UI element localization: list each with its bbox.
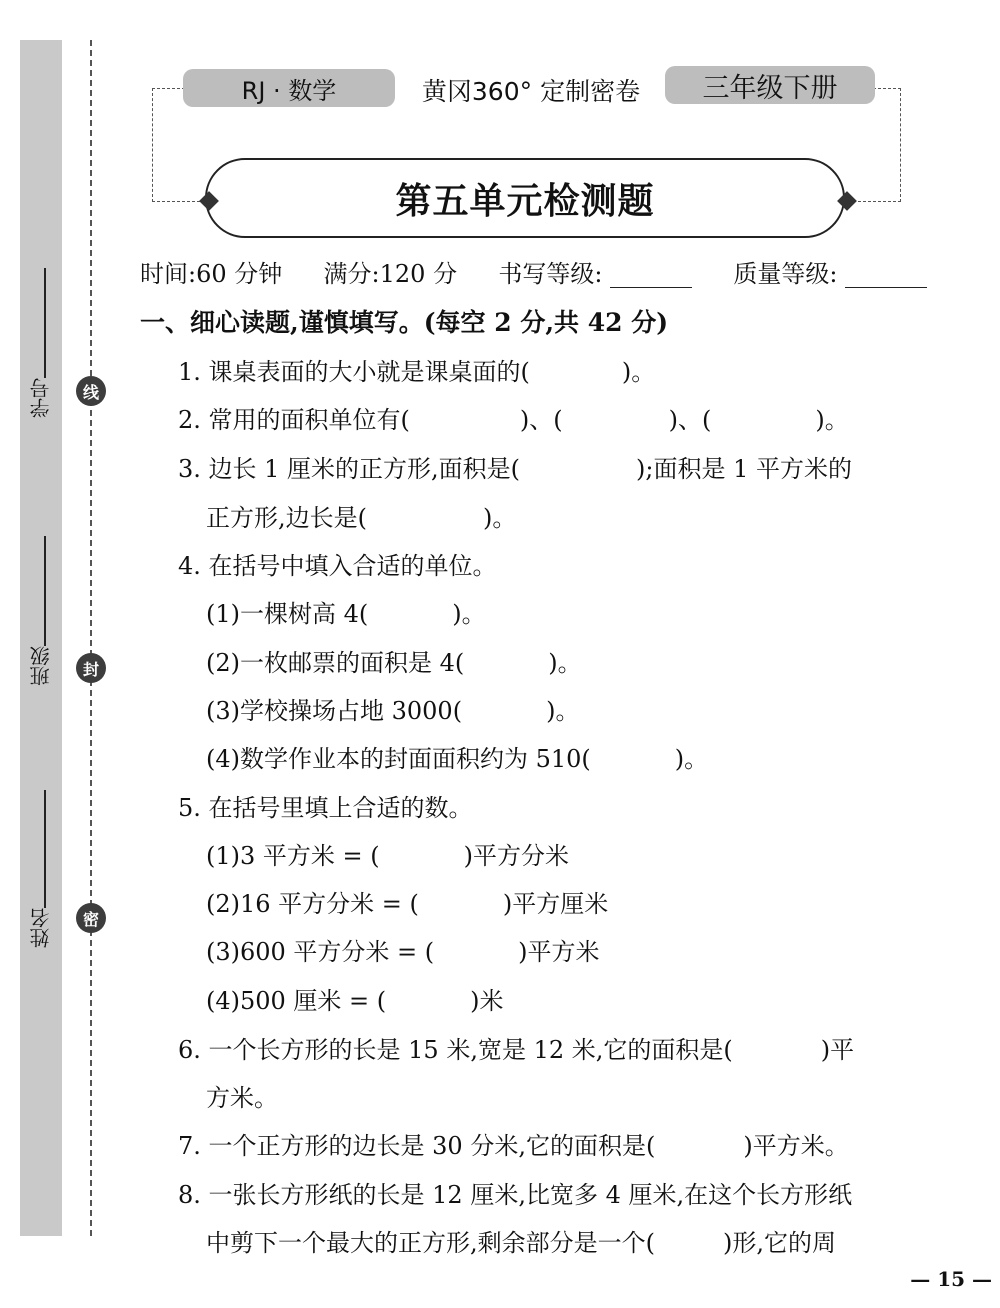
name-field	[26, 790, 70, 948]
q4-3-end: )。	[546, 697, 580, 725]
page-title: 第五单元检测题	[205, 158, 845, 238]
q3-text-2: 正方形,边长是(	[206, 504, 367, 532]
q8-text: 中剪下一个最大的正方形,剩余部分是一个(	[206, 1229, 655, 1257]
section-heading: 一、细心读题,谨慎填写。(每空 2 分,共 42 分)	[140, 308, 669, 337]
question-4-2	[206, 643, 582, 678]
question-3-line-2	[206, 498, 516, 533]
q4-1-text: (1)一棵树高 4(	[206, 600, 369, 628]
student-id-field	[26, 268, 70, 418]
class-blank	[44, 536, 46, 646]
name-blank	[44, 790, 46, 908]
cut-line	[90, 40, 92, 1236]
q5-1-text: (1)3 平方米 = (	[206, 842, 380, 870]
quality-grade-blank[interactable]	[845, 263, 927, 288]
question-2	[178, 400, 849, 435]
exam-time: 时间:60 分钟	[140, 260, 283, 288]
full-score: 满分:120 分	[323, 260, 458, 288]
question-8-line-1: 8. 一张长方形纸的长是 12 厘米,比宽多 4 厘米,在这个长方形纸	[178, 1181, 853, 1209]
header-frame-right	[848, 88, 901, 202]
student-id-label: 学号	[29, 378, 53, 418]
question-7	[178, 1126, 849, 1161]
q4-2-end: )。	[548, 649, 582, 677]
q5-1-unit: )平方分米	[463, 842, 569, 870]
question-5-3	[206, 932, 600, 967]
q2-end: )。	[815, 406, 849, 434]
q5-3-text: (3)600 平方分米 = (	[206, 938, 435, 966]
question-4-3	[206, 691, 579, 726]
question-8-line-2	[206, 1223, 836, 1258]
q4-4-text: (4)数学作业本的封面面积约为 510(	[206, 745, 591, 773]
seal-xian: 线	[76, 376, 106, 406]
question-5-1	[206, 836, 569, 871]
q5-3-unit: )平方米	[518, 938, 600, 966]
question-3-line-1	[178, 449, 852, 484]
q5-4-unit: )米	[470, 987, 504, 1015]
question-6-line-2: 方米。	[206, 1084, 278, 1112]
grade-tag: 三年级下册	[665, 66, 875, 104]
q2-sep-1: )、(	[519, 406, 563, 434]
q5-2-text: (2)16 平方分米 = (	[206, 890, 419, 918]
q2-text: 2. 常用的面积单位有(	[178, 406, 410, 434]
question-5: 5. 在括号里填上合适的数。	[178, 794, 473, 822]
q8-end: )形,它的周	[723, 1229, 836, 1257]
q5-4-text: (4)500 厘米 = (	[206, 987, 387, 1015]
q4-1-end: )。	[452, 600, 486, 628]
class-field	[26, 536, 70, 686]
page-number: — 15 —	[910, 1267, 992, 1291]
question-4-4	[206, 739, 708, 774]
q3-mid: );面积是 1 平方米的	[636, 455, 853, 483]
q1-text: 1. 课桌表面的大小就是课桌面的(	[178, 358, 530, 386]
question-5-2	[206, 884, 608, 919]
name-label: 姓名	[29, 908, 53, 948]
class-label: 班级	[29, 646, 53, 686]
q5-2-unit: )平方厘米	[502, 890, 609, 918]
writing-grade-label: 书写等级:	[498, 260, 603, 288]
question-4: 4. 在括号中填入合适的单位。	[178, 552, 497, 580]
q3-end: )。	[483, 504, 517, 532]
q2-sep-2: )、(	[668, 406, 712, 434]
question-4-1	[206, 594, 486, 629]
q4-3-text: (3)学校操场占地 3000(	[206, 697, 463, 725]
seal-mi: 密	[76, 903, 106, 933]
student-id-blank	[44, 268, 46, 378]
question-5-4	[206, 981, 504, 1016]
series-title: 黄冈360° 定制密卷	[421, 77, 641, 106]
writing-grade-blank[interactable]	[610, 263, 692, 288]
question-1	[178, 352, 655, 387]
question-6-line-1	[178, 1030, 854, 1065]
q3-text: 3. 边长 1 厘米的正方形,面积是(	[178, 455, 521, 483]
q4-2-text: (2)一枚邮票的面积是 4(	[206, 649, 465, 677]
q1-end: )。	[621, 358, 656, 386]
q7-unit: )平方米。	[743, 1132, 849, 1160]
seal-feng: 封	[76, 653, 106, 683]
q4-4-end: )。	[674, 745, 709, 773]
subject-tag: RJ · 数学	[183, 69, 395, 107]
q6-unit: )平	[820, 1036, 855, 1064]
q7-text: 7. 一个正方形的边长是 30 分米,它的面积是(	[178, 1132, 656, 1160]
exam-info-row	[140, 254, 920, 289]
quality-grade-label: 质量等级:	[733, 260, 838, 288]
q6-text: 6. 一个长方形的长是 15 米,宽是 12 米,它的面积是(	[178, 1036, 733, 1064]
